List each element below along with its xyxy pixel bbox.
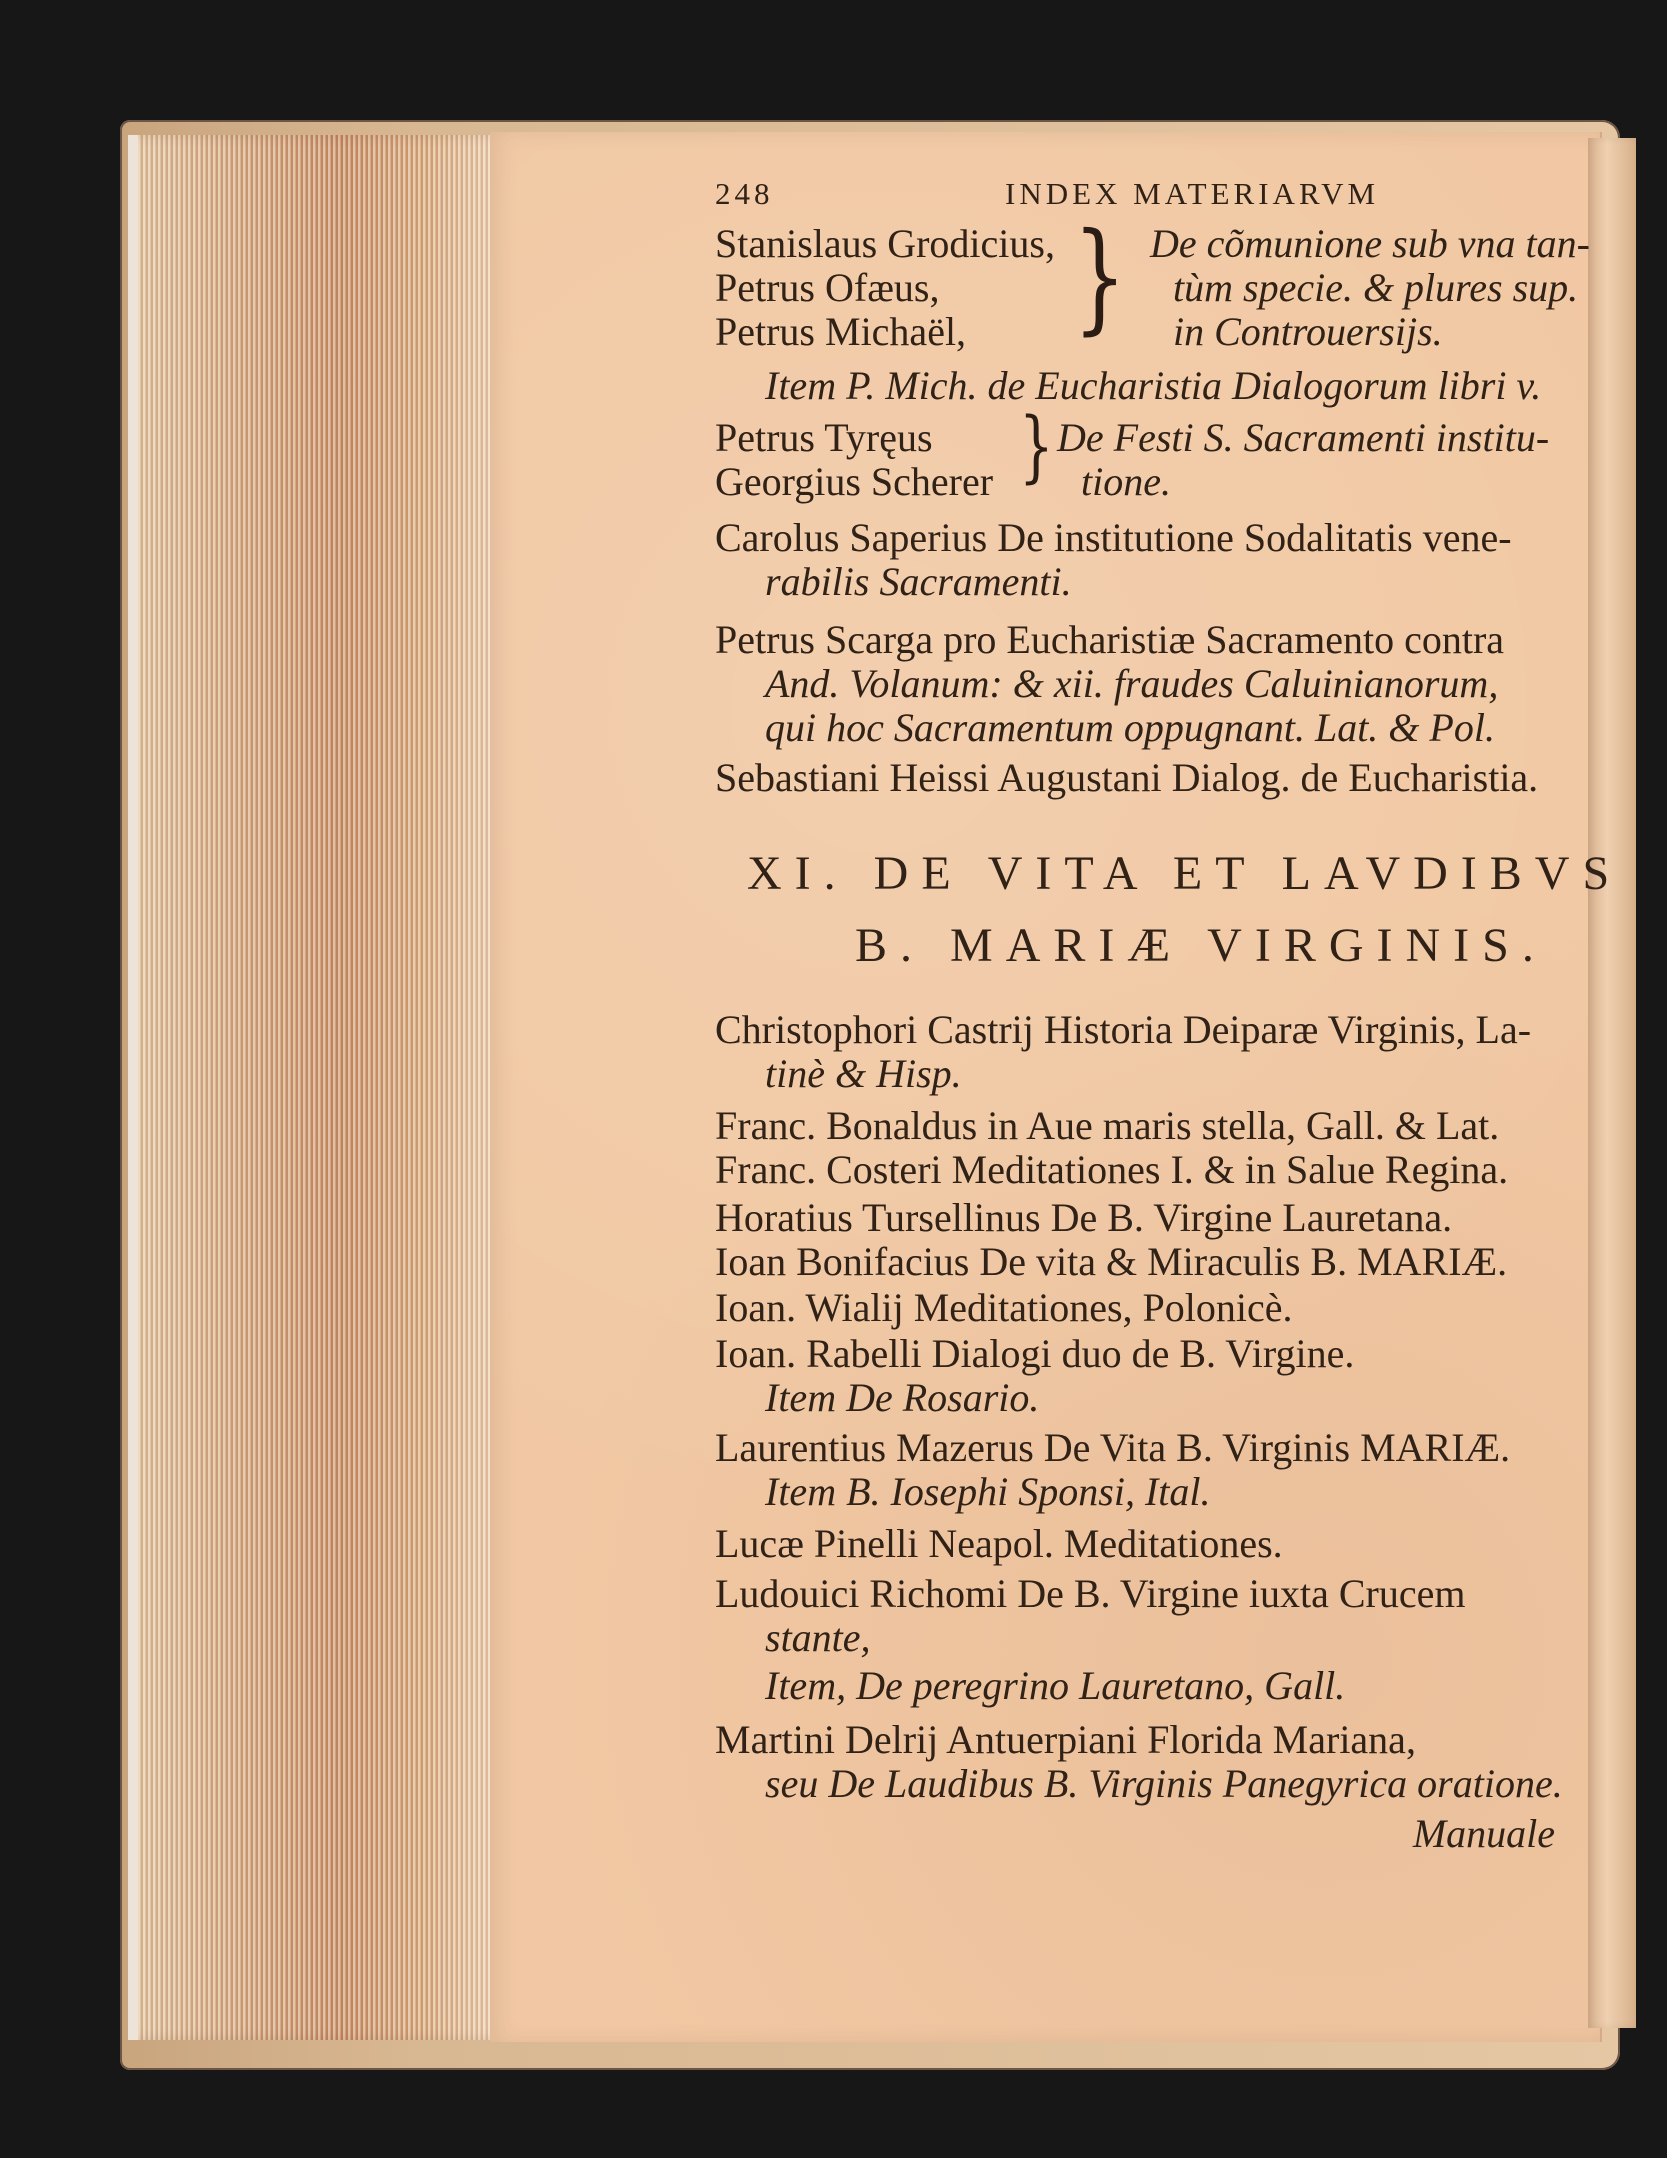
mary-entry-9: Item De Rosario. (765, 1375, 1040, 1420)
scarga-line-1: Petrus Scarga pro Eucharistiæ Sacramento contra (715, 617, 1505, 662)
mary-entry-8: Ioan. Rabelli Dialogi duo de B. Virgine. (715, 1331, 1355, 1376)
entry-name-2: Petrus Ofæus, (715, 265, 940, 310)
saperius-line-1: Carolus Saperius De institutione Sodalitatis vene- (715, 515, 1512, 560)
scarga-line-2: And. Volanum: & xii. fraudes Caluinianorum, (765, 661, 1499, 706)
mary-entry-13: Ludouici Richomi De B. Virgine iuxta Crucem (715, 1571, 1466, 1616)
mary-entry-4: Franc. Costeri Meditationes I. & in Salue Regina. (715, 1147, 1509, 1192)
entry-name-1: Stanislaus Grodicius, (715, 221, 1055, 266)
grouped-title-line-3: in Controuersijs. (1173, 309, 1443, 354)
mary-entry-1: Christophori Castrij Historia Deiparæ Virginis, La- (715, 1007, 1532, 1052)
catchword: Manuale (1412, 1811, 1555, 1856)
festi-title-line-1: De Festi S. Sacramenti institu- (1057, 415, 1550, 460)
right-page-strip (1588, 138, 1636, 2028)
brace-symbol: } (1073, 208, 1127, 347)
page-number: 248 (715, 176, 774, 211)
item-line: Item P. Mich. de Eucharistia Dialogorum libri v. (765, 363, 1542, 408)
mary-entry-2: tinè & Hisp. (765, 1051, 962, 1096)
mary-entry-15: Item, De peregrino Lauretano, Gall. (765, 1663, 1346, 1708)
mary-entry-6: Ioan Bonifacius De vita & Miraculis B. MARIÆ. (715, 1239, 1508, 1284)
grouped-title-line-2: tùm specie. & plures sup. (1173, 265, 1579, 310)
mary-entry-12: Lucæ Pinelli Neapol. Meditationes. (715, 1521, 1283, 1566)
mary-entry-17: seu De Laudibus B. Virginis Panegyrica oratione. (765, 1761, 1563, 1806)
mary-entry-5: Horatius Tursellinus De B. Virgine Lauretana. (715, 1195, 1453, 1240)
grouped-title-line-1: De cõmunione sub vna tan- (1150, 221, 1590, 266)
mary-entry-16: Martini Delrij Antuerpiani Florida Mariana, (715, 1717, 1416, 1762)
section-heading-line-2: B. MARIÆ VIRGINIS. (855, 919, 1547, 972)
mary-entry-3: Franc. Bonaldus in Aue maris stella, Gall. & Lat. (715, 1103, 1500, 1148)
mary-entry-14: stante, (765, 1615, 871, 1660)
scarga-line-3: qui hoc Sacramentum oppugnant. Lat. & Pol. (765, 705, 1495, 750)
festi-title-line-2: tione. (1081, 459, 1171, 504)
scherer-name: Georgius Scherer (715, 459, 994, 504)
small-brace-symbol: } (1019, 402, 1054, 492)
page-edges (128, 135, 508, 2040)
mary-entry-10: Laurentius Mazerus De Vita B. Virginis MARIÆ. (715, 1425, 1511, 1470)
tyreus-name: Petrus Tyręus (715, 415, 933, 460)
section-heading-line-1: XI. DE VITA ET LAVDIBVS (747, 847, 1623, 900)
mary-entry-7: Ioan. Wialij Meditationes, Polonicè. (715, 1285, 1293, 1330)
header-title: INDEX MATERIARVM (1005, 176, 1380, 211)
heissi-line: Sebastiani Heissi Augustani Dialog. de Eucharistia. (715, 755, 1539, 800)
entry-name-3: Petrus Michaël, (715, 309, 967, 354)
mary-entry-11: Item B. Iosephi Sponsi, Ital. (765, 1469, 1211, 1514)
saperius-line-2: rabilis Sacramenti. (765, 559, 1072, 604)
